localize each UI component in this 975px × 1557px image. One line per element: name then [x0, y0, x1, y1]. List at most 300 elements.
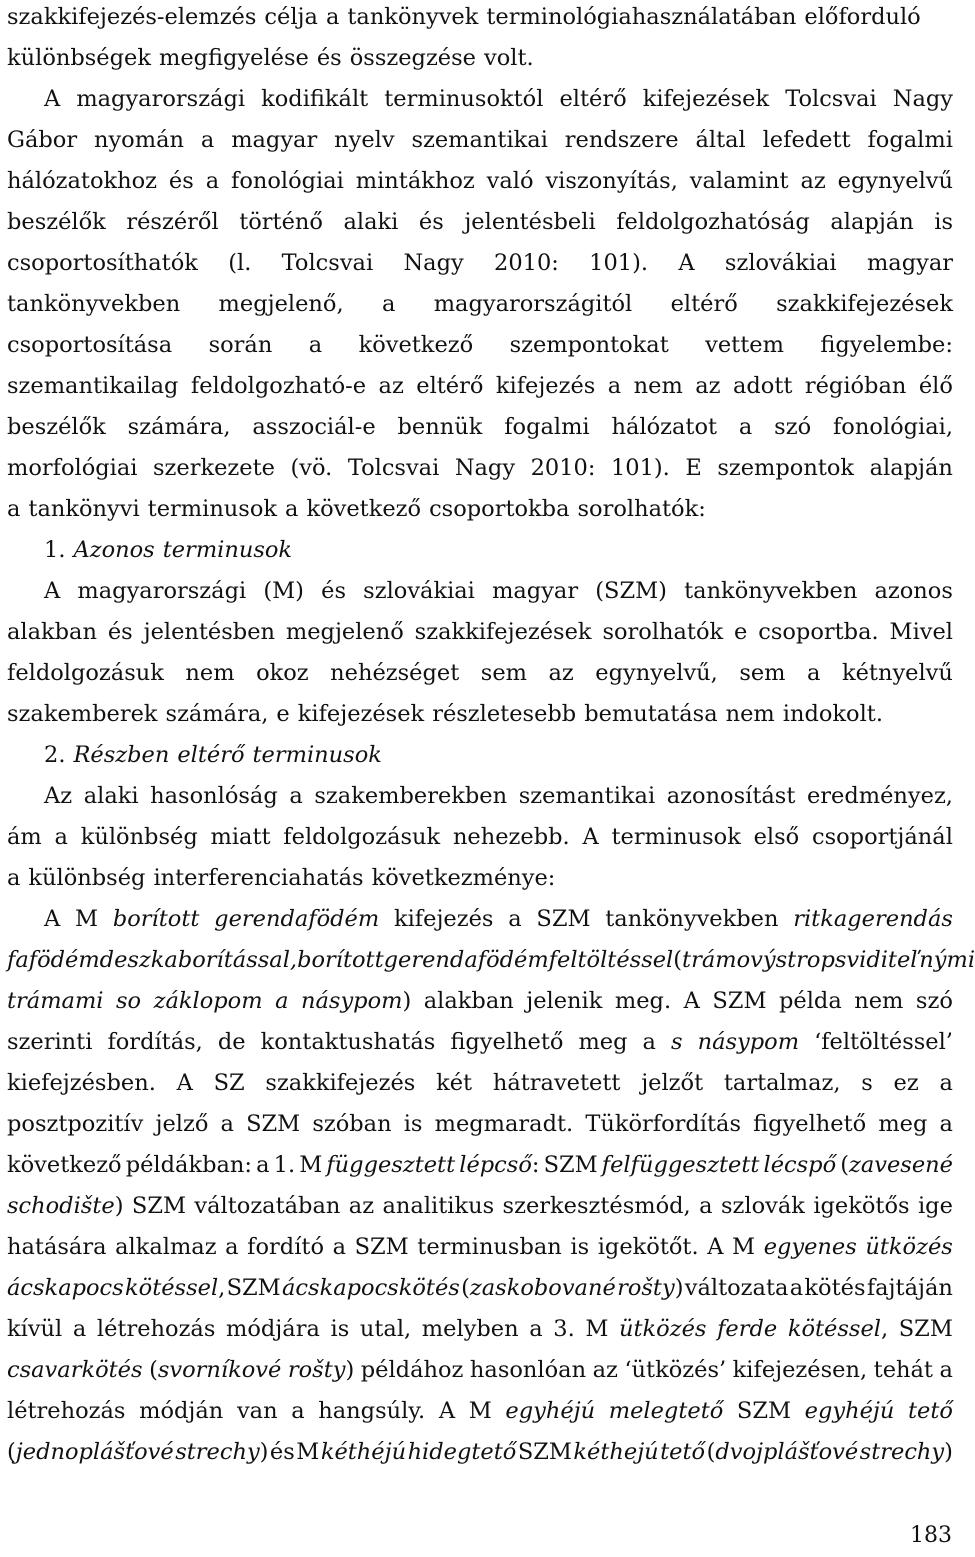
word: lefedett: [762, 127, 851, 153]
text-line: [7, 453, 953, 494]
word: a: [285, 496, 299, 522]
text-line: [7, 1068, 953, 1109]
text-line: [7, 2, 953, 43]
word: a: [508, 906, 522, 932]
word: példa: [779, 988, 842, 1014]
word: SZ: [213, 1070, 245, 1096]
word: fonológiai: [231, 168, 344, 194]
word: beszélők: [7, 209, 106, 235]
word: terminusok: [147, 496, 278, 522]
word: eltérő: [416, 373, 484, 399]
text-line: [7, 945, 975, 986]
word: ütközés: [865, 1234, 953, 1260]
word: feldolgozhatóság: [616, 209, 810, 235]
text-line: [7, 1191, 953, 1232]
word: (zaskobované: [461, 1275, 616, 1301]
word: tető: [660, 1439, 706, 1465]
word: során: [208, 332, 273, 358]
word: fafödém: [7, 947, 100, 973]
word: (vö.: [290, 455, 333, 481]
word: is: [330, 1316, 350, 1342]
word: élő: [918, 373, 953, 399]
word: sorolhatók: [602, 619, 724, 645]
word: figyelhető: [450, 1029, 564, 1055]
word: módján: [139, 1398, 224, 1424]
word: azonos: [874, 578, 953, 604]
word: felfüggesztett: [601, 1152, 760, 1178]
word: feldolgozásuk: [7, 660, 164, 686]
word: történő: [239, 209, 323, 235]
word: szakkifejezés: [265, 1070, 416, 1096]
word: következő: [306, 496, 422, 522]
word: nyelv: [334, 127, 395, 153]
word: Gábor: [7, 127, 78, 153]
word: a: [939, 1357, 953, 1383]
word: számára,: [165, 701, 269, 727]
word: van: [236, 1398, 278, 1424]
word: a: [225, 1234, 239, 1260]
word: és: [321, 578, 346, 604]
word: bemutatása: [584, 701, 718, 727]
word: nem: [633, 373, 683, 399]
word: kéthejú: [573, 1439, 659, 1465]
word: alapján: [830, 209, 914, 235]
word: tehát: [873, 1357, 933, 1383]
word: eltérő: [177, 742, 245, 768]
word: ácskapocs: [7, 1275, 124, 1301]
word: so: [116, 988, 142, 1014]
word: hátravetett: [492, 1070, 621, 1096]
word: nehézséget: [330, 660, 460, 686]
word: a: [220, 1111, 234, 1137]
word: mintákhoz: [355, 168, 475, 194]
word: igekötőt.: [597, 1234, 699, 1260]
word: ige: [917, 1193, 953, 1219]
word: egyhéjú: [804, 1398, 895, 1424]
word: hidegtető: [407, 1439, 517, 1465]
word: alakban: [423, 988, 514, 1014]
word: Tolcsvai: [281, 250, 374, 276]
word: létrehozás: [7, 1398, 126, 1424]
word: szerinti: [7, 1029, 93, 1055]
word: fonológiai,: [832, 414, 953, 440]
text-line: [7, 166, 953, 207]
word: figyelhető: [753, 1111, 867, 1137]
word: kívül: [7, 1316, 63, 1342]
word: ám: [7, 824, 42, 850]
word: A: [582, 824, 599, 850]
word: egyhéjú: [505, 1398, 596, 1424]
word: szerkesztésmód,: [502, 1193, 691, 1219]
word: a: [7, 496, 21, 522]
word: a: [332, 1234, 347, 1260]
word: és: [316, 45, 342, 71]
word: feldolgozható-e: [190, 373, 367, 399]
text-line: [7, 43, 953, 84]
word: szakkifejezések: [414, 619, 592, 645]
word: feldolgozásuk: [283, 824, 441, 850]
word: SZM: [354, 1234, 409, 1260]
word: változata: [684, 1275, 789, 1301]
word: M: [299, 1152, 323, 1178]
word: SZM: [517, 1439, 572, 1465]
section-heading: [7, 740, 953, 781]
word: tankönyvekben: [605, 906, 779, 932]
word: különbség: [28, 865, 146, 891]
word: sem: [480, 660, 527, 686]
word: posztpozitív: [7, 1111, 144, 1137]
word: (M): [263, 578, 304, 604]
word: két: [436, 1070, 473, 1096]
word: a: [275, 988, 289, 1014]
word: csoportokba: [429, 496, 570, 522]
word: Nagy: [403, 250, 464, 276]
word: melyben: [421, 1316, 519, 1342]
word: kifejezésen,: [732, 1357, 868, 1383]
word: magyarországi: [77, 578, 247, 604]
word: terminusok: [252, 742, 382, 768]
text-line: [7, 822, 953, 863]
word: (SZM): [595, 578, 667, 604]
word: és: [107, 619, 133, 645]
word: szó: [774, 414, 812, 440]
word: részletesebb: [432, 701, 577, 727]
word: Azonos: [73, 537, 155, 563]
word: fajtáján: [866, 1275, 953, 1301]
word: SZM: [226, 1275, 281, 1301]
word: eredményez,: [806, 783, 953, 809]
word: rošty): [617, 1275, 684, 1301]
word: a: [789, 1275, 804, 1301]
word: indokolt.: [782, 701, 883, 727]
word: jelentésben: [143, 619, 276, 645]
word: igekötős: [813, 1193, 910, 1219]
word: a: [699, 1193, 713, 1219]
word: célja: [264, 4, 318, 30]
text-line: [7, 1437, 953, 1478]
word: fordító: [247, 1234, 324, 1260]
word: s: [861, 1070, 873, 1096]
word: SZM: [246, 1111, 301, 1137]
word: a: [807, 660, 821, 686]
word: Tükörfordítás: [585, 1111, 741, 1137]
word: meg: [878, 1111, 928, 1137]
word: borított: [112, 906, 200, 932]
word: ‘feltöltéssel’: [814, 1029, 953, 1055]
word: módjára: [226, 1316, 320, 1342]
word: hasonlóan: [469, 1357, 587, 1383]
word: melegtető: [608, 1398, 724, 1424]
word: hasonlóság: [150, 783, 278, 809]
word: Nagy: [892, 86, 953, 112]
text-line: [7, 1273, 953, 1314]
word: M: [732, 1234, 756, 1260]
word: kifejezések: [642, 86, 770, 112]
word: az: [378, 373, 404, 399]
text-line: [7, 289, 953, 330]
word: násypom): [301, 988, 412, 1014]
word: de: [217, 1029, 246, 1055]
word: 2.: [44, 742, 66, 768]
word: egyenes: [763, 1234, 857, 1260]
word: csoportosítása: [7, 332, 173, 358]
word: megmaradt.: [434, 1111, 574, 1137]
word: A: [707, 1234, 724, 1260]
word: fordítás,: [107, 1029, 203, 1055]
word: terminusban: [417, 1234, 562, 1260]
word: alaki: [343, 209, 399, 235]
word: is: [934, 209, 953, 235]
word: ez: [893, 1070, 919, 1096]
word: kétnyelvű: [841, 660, 953, 686]
word: a: [7, 865, 21, 891]
word: első: [753, 824, 800, 850]
word: s: [834, 947, 847, 973]
word: sorolhatók:: [577, 496, 706, 522]
word: feltöltéssel: [548, 947, 674, 973]
word: a: [308, 332, 323, 358]
word: által: [695, 127, 746, 153]
word: Az: [44, 783, 73, 809]
word: interferenciahatás: [153, 865, 364, 891]
word: gerendafödém: [214, 906, 380, 932]
word: jelző: [155, 1111, 209, 1137]
word: A: [683, 988, 700, 1014]
text-line: [7, 576, 953, 617]
word: fogalmi: [504, 414, 590, 440]
word: az: [800, 168, 826, 194]
word: bennük: [397, 414, 483, 440]
word: a: [291, 1398, 305, 1424]
word: az: [548, 660, 574, 686]
word: volt.: [483, 45, 534, 71]
word: A: [678, 250, 695, 276]
word: következő: [7, 1152, 122, 1178]
word: ritkagerendás: [793, 906, 953, 932]
word: kiefejzésben.: [7, 1070, 156, 1096]
word: beszélők: [7, 414, 106, 440]
word: viditeľnými: [846, 947, 975, 973]
page-number: 183: [910, 1523, 952, 1548]
word: fogalmi: [867, 127, 953, 153]
word: strechy): [859, 1439, 953, 1465]
word: következő: [358, 332, 474, 358]
word: rendszere: [564, 127, 679, 153]
word: morfológiai: [7, 455, 138, 481]
word: a: [256, 1152, 270, 1178]
word: 1.: [44, 537, 66, 563]
word: rošty): [287, 1357, 355, 1383]
text-line: [7, 863, 953, 904]
word: deszkaborítással,: [99, 947, 298, 973]
word: valamint: [689, 168, 789, 194]
word: alapján: [869, 455, 953, 481]
word: kifejezés: [393, 906, 494, 932]
word: ütközés: [619, 1316, 707, 1342]
word: jelzőt: [641, 1070, 704, 1096]
word: 101).: [589, 250, 649, 276]
word: záklopom: [153, 988, 263, 1014]
word: utal,: [359, 1316, 412, 1342]
word: régióban: [804, 373, 907, 399]
word: a: [289, 783, 303, 809]
word: SZM: [898, 1316, 953, 1342]
word: csoportjánál: [811, 824, 953, 850]
word: a: [738, 414, 753, 440]
word: terminusoktól: [384, 86, 544, 112]
word: strechy): [175, 1439, 269, 1465]
word: hálózatokhoz: [7, 168, 158, 194]
word: egynyelvű: [837, 168, 953, 194]
word: való: [486, 168, 534, 194]
word: szemantikai: [518, 783, 656, 809]
word: függesztett: [326, 1152, 456, 1178]
word: M: [585, 1316, 609, 1342]
word: vettem: [705, 332, 784, 358]
text-line: [7, 1314, 953, 1355]
word: e: [734, 619, 748, 645]
word: okoz: [256, 660, 309, 686]
word: terminológiahasználatában: [486, 4, 797, 30]
word: számára,: [127, 414, 231, 440]
word: egynyelvű,: [595, 660, 718, 686]
word: csoportosíthatók: [7, 250, 198, 276]
word: 2010:: [530, 455, 596, 481]
text-line: [7, 84, 953, 125]
word: kötés: [804, 1275, 866, 1301]
word: alkalmaz: [115, 1234, 217, 1260]
word: példához: [360, 1357, 464, 1383]
word: szlovákiai: [724, 250, 837, 276]
word: tartalmaz,: [723, 1070, 841, 1096]
word: lécspő: [763, 1152, 837, 1178]
word: A: [44, 906, 61, 932]
word: a: [939, 1111, 953, 1137]
word: figyelembe:: [820, 332, 953, 358]
word: és: [418, 209, 444, 235]
word: (jednoplášťové: [7, 1439, 174, 1465]
word: 2010:: [494, 250, 559, 276]
word: viszonyítás,: [545, 168, 678, 194]
word: E: [685, 455, 702, 481]
word: sem: [739, 660, 786, 686]
word: hangsúly.: [318, 1398, 426, 1424]
word: is: [403, 1111, 423, 1137]
word: tető: [908, 1398, 953, 1424]
word: a: [200, 127, 215, 153]
word: s: [671, 1029, 683, 1055]
word: magyar: [492, 578, 579, 604]
text-line: [7, 781, 953, 822]
word: megfigyelése: [158, 45, 309, 71]
word: a: [72, 1316, 87, 1342]
word: ‘ütközés’: [624, 1357, 727, 1383]
word: SZM: [712, 988, 767, 1014]
word: SZM: [131, 1193, 186, 1219]
word: (svorníkové: [149, 1357, 282, 1383]
word: analitikus: [382, 1193, 495, 1219]
word: a: [642, 1029, 656, 1055]
word: gerendafödém: [383, 947, 549, 973]
word: hatására: [7, 1234, 107, 1260]
text-line: [7, 494, 953, 535]
word: A: [438, 1398, 456, 1424]
word: tankönyvek: [347, 4, 479, 30]
word: (l.: [228, 250, 252, 276]
word: kötéssel,: [125, 1275, 226, 1301]
word: különbség: [80, 824, 198, 850]
word: az: [695, 373, 721, 399]
word: szakemberekben: [314, 783, 508, 809]
word: szakemberek: [7, 701, 158, 727]
text-line: [7, 1109, 953, 1150]
word: trámami: [7, 988, 104, 1014]
word: nem: [725, 701, 775, 727]
word: nem: [854, 988, 904, 1014]
word: SZM: [736, 1398, 792, 1424]
word: részéről: [126, 209, 219, 235]
word: az: [592, 1357, 618, 1383]
word: csavarkötés: [7, 1357, 143, 1383]
word: SZM: [543, 1152, 598, 1178]
word: (dvojplášťové: [706, 1439, 859, 1465]
word: Tolcsvai: [347, 455, 440, 481]
text-line: [7, 412, 953, 453]
text-line: [7, 1150, 953, 1191]
text-line: [7, 986, 953, 1027]
word: szlovák: [720, 1193, 805, 1219]
text-line: [7, 330, 953, 371]
word: a: [939, 1070, 953, 1096]
word: csoportba.: [758, 619, 879, 645]
word: jelentésbeli: [464, 209, 596, 235]
word: tankönyvi: [28, 496, 140, 522]
word: adott: [732, 373, 793, 399]
word: 3.: [553, 1316, 575, 1342]
word: Mivel: [889, 619, 953, 645]
word: szempontokat: [509, 332, 669, 358]
text-line: [7, 658, 953, 699]
word: kifejezés: [495, 373, 596, 399]
section-heading: [7, 535, 953, 576]
word: alakban: [7, 619, 97, 645]
word: példákban:: [125, 1152, 252, 1178]
text-line: [7, 1355, 953, 1396]
word: a: [607, 373, 622, 399]
word: a: [54, 824, 68, 850]
word: magyarországitól: [433, 291, 633, 317]
word: a: [529, 1316, 543, 1342]
word: Nagy: [454, 455, 516, 481]
word: előforduló: [804, 4, 921, 30]
word: lépcső:: [459, 1152, 540, 1178]
word: alaki: [83, 783, 139, 809]
word: meg.: [614, 988, 672, 1014]
text-line: [7, 207, 953, 248]
word: és: [269, 1439, 295, 1465]
word: magyar: [866, 250, 953, 276]
word: kéthéjú: [320, 1439, 407, 1465]
word: eltérő: [670, 291, 738, 317]
word: ácskapocskötés: [282, 1275, 460, 1301]
word: is: [570, 1234, 590, 1260]
word: borított: [297, 947, 384, 973]
word: kifejezések: [297, 701, 425, 727]
word: megjelenő: [285, 619, 404, 645]
word: a: [325, 4, 340, 30]
word: A: [44, 86, 61, 112]
word: és: [168, 168, 194, 194]
